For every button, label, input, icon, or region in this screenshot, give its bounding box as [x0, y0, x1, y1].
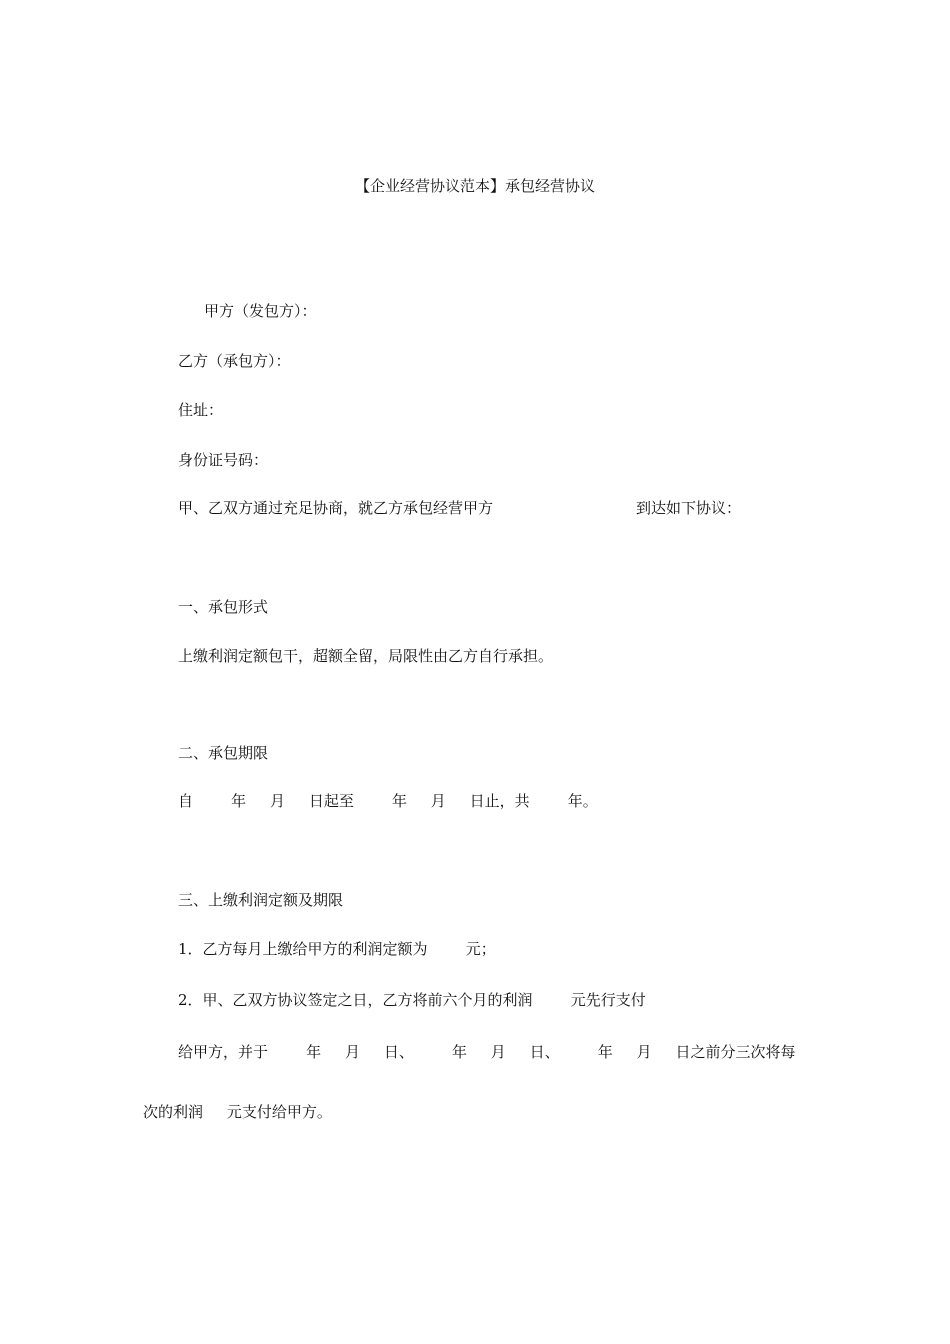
- address-label: 住址：: [178, 401, 224, 419]
- intro-text-end: 到达如下协议：: [636, 499, 742, 517]
- section-item-continuation: 次的利润 元支付给甲方。: [143, 1103, 332, 1121]
- intro-text: 甲、乙双方通过充足协商，就乙方承包经营甲方: [178, 499, 494, 517]
- section-body: 自 年 月 日起至 年 月 日止，共 年。: [178, 792, 598, 810]
- section-item: 2．甲、乙双方协议签定之日，乙方将前六个月的利润 元先行支付: [178, 991, 646, 1009]
- section-heading: 三、上缴利润定额及期限: [178, 891, 344, 909]
- party-a-label: 甲方（发包方）：: [204, 302, 317, 320]
- party-b-label: 乙方（承包方）：: [178, 352, 291, 370]
- document-title: 【企业经营协议范本】承包经营协议: [354, 177, 595, 195]
- section-item-continuation: 给甲方，并于 年 月 日、 年 月 日、 年 月 日之前分三次将每: [178, 1043, 796, 1061]
- id-number-label: 身份证号码：: [178, 451, 269, 469]
- section-heading: 二、承包期限: [178, 744, 269, 762]
- section-item: 1．乙方每月上缴给甲方的利润定额为 元；: [178, 940, 496, 958]
- section-body: 上缴利润定额包干，超额全留，局限性由乙方自行承担。: [178, 647, 554, 665]
- section-heading: 一、承包形式: [178, 598, 269, 616]
